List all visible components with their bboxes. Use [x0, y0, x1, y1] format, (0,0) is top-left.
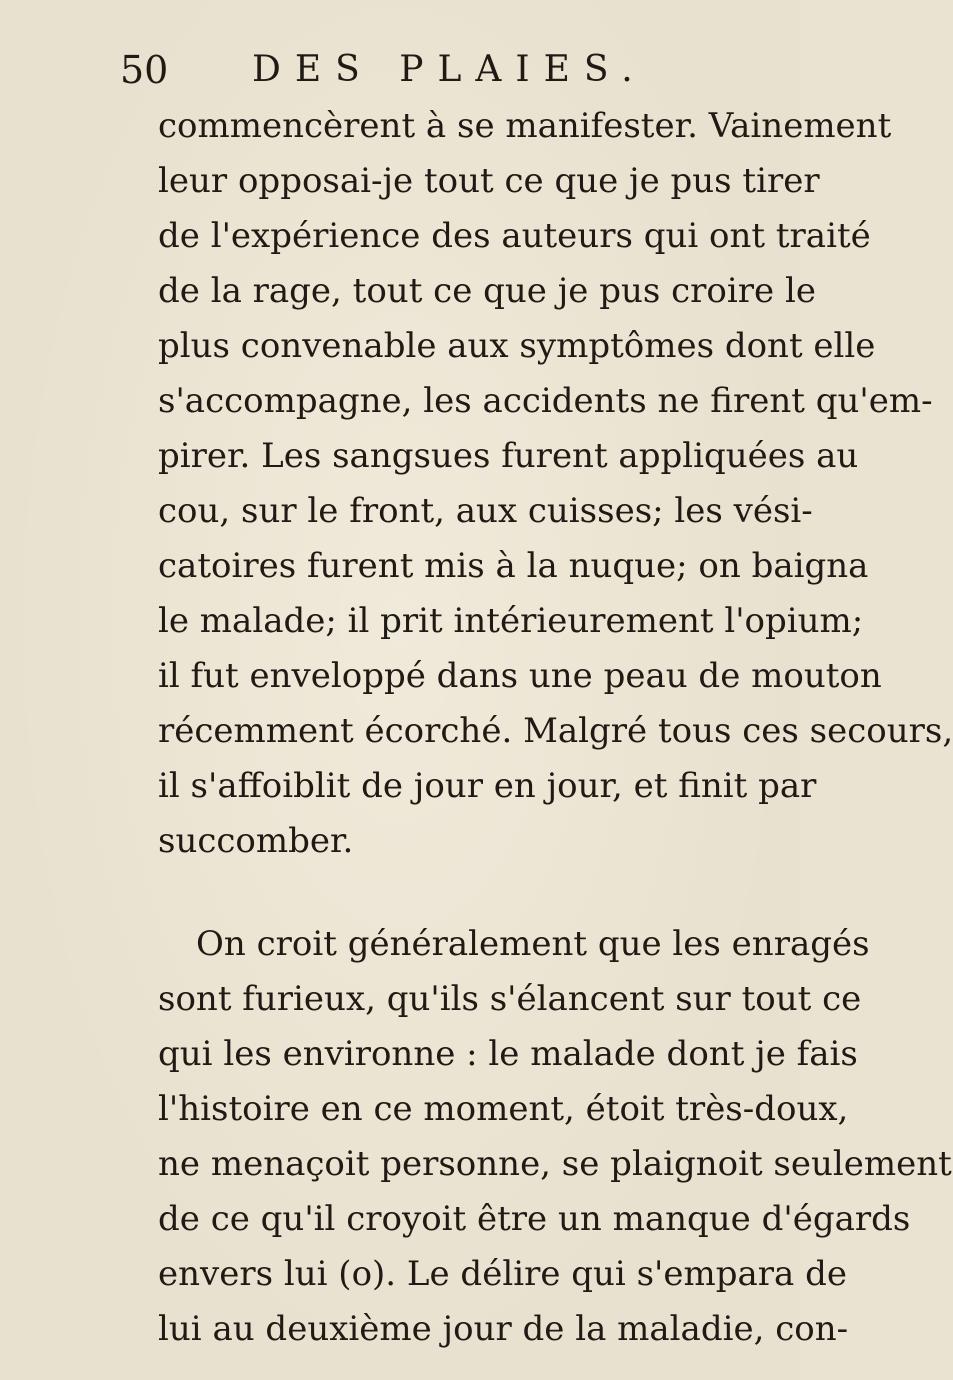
text-line: commencèrent à se manifester. Vainement [158, 106, 892, 146]
page-number: 50 [120, 48, 169, 92]
text-line: il s'affoiblit de jour en jour, et finit par [158, 766, 817, 806]
running-title: DES PLAIES. [252, 49, 647, 90]
text-line: de ce qu'il croyoit être un manque d'égards [158, 1199, 911, 1239]
text-line: récemment écorché. Malgré tous ces secours, [158, 711, 953, 751]
text-line: qui les environne : le malade dont je fais [158, 1034, 858, 1074]
text-line: cou, sur le front, aux cuisses; les vési- [158, 491, 813, 531]
text-line: ne menaçoit personne, se plaignoit seulement [158, 1144, 952, 1184]
text-line: pirer. Les sangsues furent appliquées au [158, 436, 859, 476]
text-line: catoires furent mis à la nuque; on baigna [158, 546, 869, 586]
text-line: envers lui (o). Le délire qui s'empara de [158, 1254, 847, 1294]
text-line: On croit généralement que les enragés [196, 924, 870, 964]
text-line: de l'expérience des auteurs qui ont traité [158, 216, 871, 256]
text-line: le malade; il prit intérieurement l'opium; [158, 601, 864, 641]
page-header [120, 44, 760, 94]
text-line: sont furieux, qu'ils s'élancent sur tout ce [158, 979, 862, 1019]
text-line: plus convenable aux symptômes dont elle [158, 326, 876, 366]
text-line: succomber. [158, 821, 354, 861]
text-line: s'accompagne, les accidents ne firent qu'em- [158, 381, 933, 421]
text-line: leur opposai-je tout ce que je pus tirer [158, 161, 820, 201]
text-line: de la rage, tout ce que je pus croire le [158, 271, 816, 311]
text-line: il fut enveloppé dans une peau de mouton [158, 656, 882, 696]
text-line: lui au deuxième jour de la maladie, con- [158, 1309, 849, 1349]
text-line: l'histoire en ce moment, étoit très-doux, [158, 1089, 849, 1129]
